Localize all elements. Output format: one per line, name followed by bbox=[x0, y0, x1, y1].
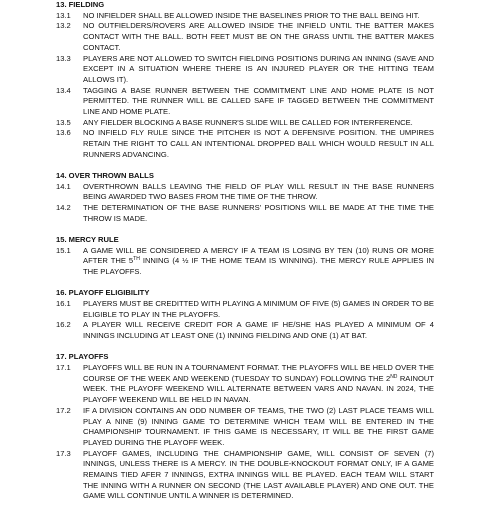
rule-number: 15.1 bbox=[56, 245, 71, 255]
rule-number: 13.5 bbox=[56, 117, 71, 127]
ordinal-suffix: TH bbox=[133, 256, 140, 263]
rule-number: 13.6 bbox=[56, 128, 71, 138]
rule-item bbox=[56, 128, 434, 160]
rule-text-part: PLAYOFFS WILL BE RUN IN A TOURNAMENT FORMAT. THE PLAYOFFS WILL BE HELD OVER THE COURSE OF THE WEEK AND WEEKEND (TUESDAY TO SUNDAY) FOLLOWING THE 2 bbox=[83, 363, 434, 383]
rule-item bbox=[56, 449, 434, 503]
section-spacer bbox=[0, 225, 488, 236]
rule-item bbox=[56, 203, 434, 224]
rule-text: IF A DIVISION CONTAINS AN ODD NUMBER OF TEAMS, THE TWO (2) LAST PLACE TEAMS WILL PLAY A NINE (9) INNING GAME TO DETERMINE WHICH TEAM WILL BE ENTERED IN THE CHAMPIONSHIP TOURNAMENT. IF THIS GAME IS NECESSARY, IT WILL BE THE FIRST GAME PLAYED DURING THE PLAYOFF WEEK. bbox=[83, 405, 434, 447]
section-fielding bbox=[0, 0, 488, 161]
rule-text: OVERTHROWN BALLS LEAVING THE FIELD OF PLAY WILL RESULT IN THE BASE RUNNERS BEING AWARDED TWO BASES FROM THE TIME OF THE THROW. bbox=[83, 181, 434, 202]
ordinal-suffix: ND bbox=[390, 373, 398, 380]
rule-text: NO INFIELD FLY RULE SINCE THE PITCHER IS NOT A DEFENSIVE POSITION. THE UMPIRES RETAIN THE RIGHT TO CALL AN INTENTIONAL DROPPED BALL WHICH WOULD RESULT IN ALL RUNNERS ADVANCING. bbox=[83, 128, 434, 159]
section-title: 13. FIELDING bbox=[56, 0, 105, 9]
rule-number: 13.1 bbox=[56, 10, 71, 20]
rule-text: PLAYERS MUST BE CREDITTED WITH PLAYING A MINIMUM OF FIVE (5) GAMES IN ORDER TO BE ELIGIBLE TO PLAY IN THE PLAYOFFS. bbox=[83, 299, 434, 319]
rule-number: 13.4 bbox=[56, 85, 71, 95]
rule-text: ANY FIELDER BLOCKING A BASE RUNNER'S SLIDE WILL BE CALLED FOR INTERFERENCE. bbox=[83, 117, 413, 127]
section-title: 15. MERCY RULE bbox=[56, 235, 119, 245]
rule-number: 13.3 bbox=[56, 53, 71, 63]
section-over-thrown-balls bbox=[0, 171, 488, 225]
section-spacer bbox=[0, 161, 488, 172]
rule-text: PLAYERS ARE NOT ALLOWED TO SWITCH FIELDING POSITIONS DURING AN INNING (SAVE AND EXCEPT IN A SITUATION WHERE THERE IS AN INJURED PLAYER OR THE HITTING TEAM ALLOWS IT). bbox=[83, 53, 434, 84]
rule-item bbox=[56, 406, 434, 449]
rule-item bbox=[56, 86, 434, 118]
rule-item bbox=[56, 299, 434, 320]
rule-item bbox=[56, 54, 434, 86]
rule-item bbox=[56, 21, 434, 53]
rule-number: 16.2 bbox=[56, 320, 71, 330]
rule-item bbox=[56, 11, 434, 22]
rule-item bbox=[56, 246, 434, 278]
section-title: 17. PLAYOFFS bbox=[56, 352, 109, 362]
section-title: 16. PLAYOFF ELIGIBILITY bbox=[56, 288, 150, 298]
rule-number: 17.1 bbox=[56, 363, 71, 373]
rule-item bbox=[56, 182, 434, 203]
rule-item bbox=[56, 320, 434, 341]
rule-text-part: INNING (4 ½ IF THE HOME TEAM IS WINNING). THE MERCY RULE APPLIES IN THE PLAYOFFS. bbox=[83, 256, 434, 277]
section-playoffs bbox=[0, 352, 488, 502]
rule-text bbox=[83, 246, 434, 278]
section-mercy-rule bbox=[0, 235, 488, 278]
rule-number: 16.1 bbox=[56, 299, 71, 309]
rule-text-part: RAINOUT WEEK. THE PLAYOFF WEEKEND WILL ALTERNATE BETWEEN VARS AND NAVAN. IN 2024, THE PLAYOFF WEEKEND WILL BE HELD IN NAVAN. bbox=[83, 373, 434, 405]
section-playoff-eligibility bbox=[0, 288, 488, 342]
rule-text: PLAYOFF GAMES, INCLUDING THE CHAMPIONSHIP GAME, WILL CONSIST OF SEVEN (7) INNINGS, UNLESS THERE IS A MERCY. IN THE DOUBLE-KNOCKOUT FORMAT ONLY, IF A GAME REMAINS TIED AFER 7 INNINGS, EXTRA INNINGS WILL BE PLAYED. EACH TEAM WILL START THE INNING WITH A RUNNER ON SECOND (THE LAST AVAILABLE PLAYER) AND ONE OUT. THE GAME WILL CONTINUE UNTIL A WINNER IS DETERMINED. bbox=[83, 448, 434, 501]
rule-text: TAGGING A BASE RUNNER BETWEEN THE COMMITMENT LINE AND HOME PLATE IS NOT PERMITTED. THE RUNNER WILL BE CALLED SAFE IF TAGGED BETWEEN THE COMMITMENT LINE AND HOME PLATE. bbox=[83, 85, 434, 117]
rule-text-part: A GAME WILL BE CONSIDERED A MERCY IF A TEAM IS LOSING BY TEN (10) RUNS OR MORE AFTER THE 5 bbox=[83, 245, 434, 266]
rule-item bbox=[56, 363, 434, 406]
rule-number: 13.2 bbox=[56, 21, 71, 31]
section-title: 14. OVER THROWN BALLS bbox=[56, 171, 154, 181]
rule-number: 17.2 bbox=[56, 405, 71, 415]
section-spacer bbox=[0, 342, 488, 353]
rule-item bbox=[56, 118, 434, 129]
rule-text: A PLAYER WILL RECEIVE CREDIT FOR A GAME IF HE/SHE HAS PLAYED A MINIMUM OF 4 INNINGS INCLUDING AT LEAST ONE (1) INNING FIELDING AND ONE (1) AT BAT. bbox=[83, 320, 434, 341]
rule-text: NO OUTFIELDERS/ROVERS ARE ALLOWED INSIDE THE INFIELD UNTIL THE BATTER MAKES CONTACT WITH THE BALL. BOTH FEET MUST BE ON THE GRASS UNTIL THE BATTER MAKES CONTACT. bbox=[83, 21, 434, 52]
rule-text: NO INFIELDER SHALL BE ALLOWED INSIDE THE BASELINES PRIOR TO THE BALL BEING HIT. bbox=[83, 10, 420, 20]
rule-text bbox=[83, 363, 434, 406]
rule-number: 14.2 bbox=[56, 203, 71, 213]
section-spacer bbox=[0, 278, 488, 289]
rule-number: 17.3 bbox=[56, 448, 71, 458]
rule-number: 14.1 bbox=[56, 181, 71, 191]
rule-text: THE DETERMINATION OF THE BASE RUNNERS' POSITIONS WILL BE MADE AT THE TIME THE THROW IS MADE. bbox=[83, 203, 434, 223]
